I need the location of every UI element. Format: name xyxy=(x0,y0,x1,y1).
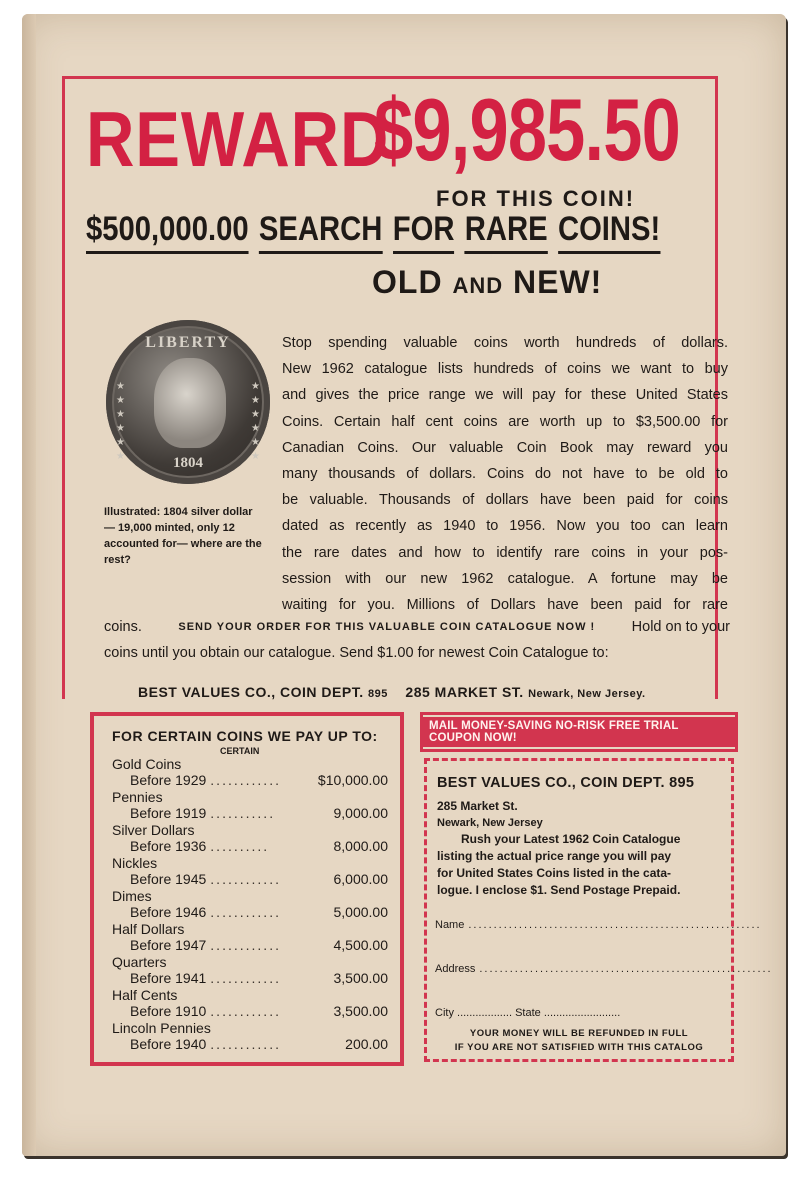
price-value: 6,000.00 xyxy=(333,871,388,887)
price-category: Dimes xyxy=(112,888,152,904)
coupon-city: Newark, New Jersey xyxy=(437,817,543,829)
send-order-caps: SEND YOUR ORDER FOR THIS VALUABLE COIN CATALOGUE NOW ! xyxy=(178,621,596,633)
price-dots: ............ xyxy=(210,1003,281,1019)
coupon-line: Rush your Latest 1962 Coin Catalogue xyxy=(461,832,681,846)
body-line: and gives the price range we will pay for these United States xyxy=(282,387,728,404)
price-dots: ............ xyxy=(210,772,281,788)
coupon-text xyxy=(437,831,733,899)
body-line: Canadian Coins. Our valuable Coin Book may reward you xyxy=(282,439,728,456)
price-row xyxy=(112,838,388,855)
coin-year: 1804 xyxy=(173,455,203,471)
body-line: be valuable. Thousands of dollars have been paid for coins xyxy=(282,492,728,509)
coupon-city-state-field[interactable] xyxy=(435,1007,727,1019)
price-list-certain: CERTAIN xyxy=(220,746,260,756)
price-before: Before 1919 xyxy=(130,805,207,821)
price-dots: ............ xyxy=(210,1036,281,1052)
price-category: Half Cents xyxy=(112,987,178,1003)
send-coins: coins. xyxy=(104,619,142,635)
coupon-line: listing the actual price range you will pay xyxy=(437,849,672,863)
coin-stars-left: ★ ★ ★ ★ ★ ★ xyxy=(116,381,125,462)
price-before: Before 1929 xyxy=(130,772,207,788)
price-category: Nickles xyxy=(112,855,158,871)
headline-word: SEARCH xyxy=(259,210,382,254)
coupon-name-field[interactable] xyxy=(435,919,762,931)
coin-caption: Illustrated: 1804 silver dollar — 19,000 minted, only 12 accounted for— where are the rest? xyxy=(104,506,262,566)
old-word: OLD xyxy=(372,264,443,300)
price-dots: ............ xyxy=(210,970,281,986)
company-dept: 895 xyxy=(368,688,388,700)
price-value: 4,500.00 xyxy=(333,937,388,953)
price-value: 200.00 xyxy=(345,1036,388,1052)
order-coupon xyxy=(424,758,773,1062)
headline-word: $500,000.00 xyxy=(86,210,249,254)
headline-word: COINS! xyxy=(558,210,660,254)
state-dots: ......................... xyxy=(543,1007,621,1019)
city-dots: .................. xyxy=(457,1007,513,1019)
body-line: Coins. Certain half cent coins are worth up to $3,500.00 for xyxy=(282,413,728,430)
body-copy xyxy=(282,330,728,618)
price-category: Quarters xyxy=(112,954,167,970)
name-dots: .......................................................... xyxy=(468,919,762,931)
body-line: waiting for you. Millions of Dollars have been paid for rare xyxy=(282,597,728,614)
price-row xyxy=(112,805,388,822)
price-list-title: FOR CERTAIN COINS WE PAY UP TO: xyxy=(112,728,378,744)
send-line-2: coins until you obtain our catalogue. Send $1.00 for newest Coin Catalogue to: xyxy=(104,645,609,661)
price-category: Gold Coins xyxy=(112,756,182,772)
price-row xyxy=(112,1036,388,1053)
send-line-1 xyxy=(104,614,730,640)
price-before: Before 1936 xyxy=(130,838,207,854)
company-name: BEST VALUES CO., COIN DEPT. xyxy=(138,684,364,700)
spine-edge xyxy=(22,14,36,1156)
mail-coupon-text: MAIL MONEY-SAVING NO-RISK FREE TRIAL COUPON NOW! xyxy=(423,717,735,747)
new-word: NEW! xyxy=(513,264,603,300)
coupon-line: for United States Coins listed in the cata- xyxy=(437,866,672,880)
price-before: Before 1910 xyxy=(130,1003,207,1019)
for-this-coin: FOR THIS COIN! xyxy=(436,186,636,211)
price-value: 8,000.00 xyxy=(333,838,388,854)
send-hold-on: Hold on to your xyxy=(631,619,730,635)
price-list-rows xyxy=(112,756,388,1053)
price-category: Silver Dollars xyxy=(112,822,195,838)
reward-word: REWARD xyxy=(86,95,390,183)
city-label: City xyxy=(435,1007,454,1019)
body-line: the rare dates and how to identify rare coins in your pos- xyxy=(282,544,728,561)
silver-dollar-coin-image xyxy=(106,320,270,484)
headline-word: FOR xyxy=(393,210,455,254)
address-label: Address xyxy=(435,963,476,975)
body-line: dated as recently as 1940 to 1956. Now you too can learn xyxy=(282,518,728,535)
price-row xyxy=(112,1003,388,1020)
coupon-header: BEST VALUES CO., COIN DEPT. 895 xyxy=(437,775,695,791)
price-before: Before 1947 xyxy=(130,937,207,953)
price-value: 3,500.00 xyxy=(333,970,388,986)
body-line: session with our new 1962 catalogue. A fortune may be xyxy=(282,570,728,587)
price-value: 9,000.00 xyxy=(333,805,388,821)
send-order-text xyxy=(104,614,730,666)
price-before: Before 1945 xyxy=(130,871,207,887)
body-line: many thousands of dollars. Coins do not have to be old to xyxy=(282,466,728,483)
price-dots: ............ xyxy=(210,871,281,887)
mail-coupon-banner xyxy=(420,712,738,752)
price-category: Lincoln Pennies xyxy=(112,1020,211,1036)
price-value: 5,000.00 xyxy=(333,904,388,920)
price-row xyxy=(112,904,388,921)
liberty-bust xyxy=(154,358,226,448)
old-and-new xyxy=(372,264,602,301)
price-row xyxy=(112,871,388,888)
price-dots: .......... xyxy=(210,838,270,854)
address-dots: .......................................................... xyxy=(479,963,773,975)
company-street: 285 MARKET ST. xyxy=(405,684,524,700)
coin-stars-right: ★ ★ ★ ★ ★ ★ xyxy=(251,381,260,462)
refund-line-2: IF YOU ARE NOT SATISFIED WITH THIS CATALOG xyxy=(454,1042,704,1053)
and-word: AND xyxy=(452,273,504,298)
refund-guarantee xyxy=(427,1027,731,1055)
price-before: Before 1946 xyxy=(130,904,207,920)
price-value: 3,500.00 xyxy=(333,1003,388,1019)
price-value: $10,000.00 xyxy=(317,772,388,788)
state-label: State xyxy=(515,1007,541,1019)
coupon-street: 285 Market St. xyxy=(437,799,518,813)
price-list-box xyxy=(90,712,404,1066)
price-row xyxy=(112,970,388,987)
price-before: Before 1941 xyxy=(130,970,207,986)
company-city: Newark, New Jersey. xyxy=(528,688,646,700)
reward-amount: $9,985.50 xyxy=(374,80,680,179)
coin-liberty-text: LIBERTY xyxy=(145,334,231,351)
price-before: Before 1940 xyxy=(130,1036,207,1052)
headline-word: RARE xyxy=(465,210,548,254)
body-line: New 1962 catalogue lists hundreds of coins we want to buy xyxy=(282,361,728,378)
price-row xyxy=(112,772,388,789)
company-address xyxy=(138,684,646,700)
coupon-line: logue. I enclose $1. Send Postage Prepaid. xyxy=(437,883,681,897)
refund-line-1: YOUR MONEY WILL BE REFUNDED IN FULL xyxy=(469,1028,689,1039)
price-dots: ............ xyxy=(210,904,281,920)
coupon-address-field[interactable] xyxy=(435,963,773,975)
price-category: Half Dollars xyxy=(112,921,185,937)
body-line: Stop spending valuable coins worth hundreds of dollars. xyxy=(282,335,728,351)
price-dots: ............ xyxy=(210,937,281,953)
search-headline xyxy=(86,210,661,254)
price-row xyxy=(112,937,388,954)
price-category: Pennies xyxy=(112,789,163,805)
price-dots: ........... xyxy=(210,805,276,821)
name-label: Name xyxy=(435,919,465,931)
